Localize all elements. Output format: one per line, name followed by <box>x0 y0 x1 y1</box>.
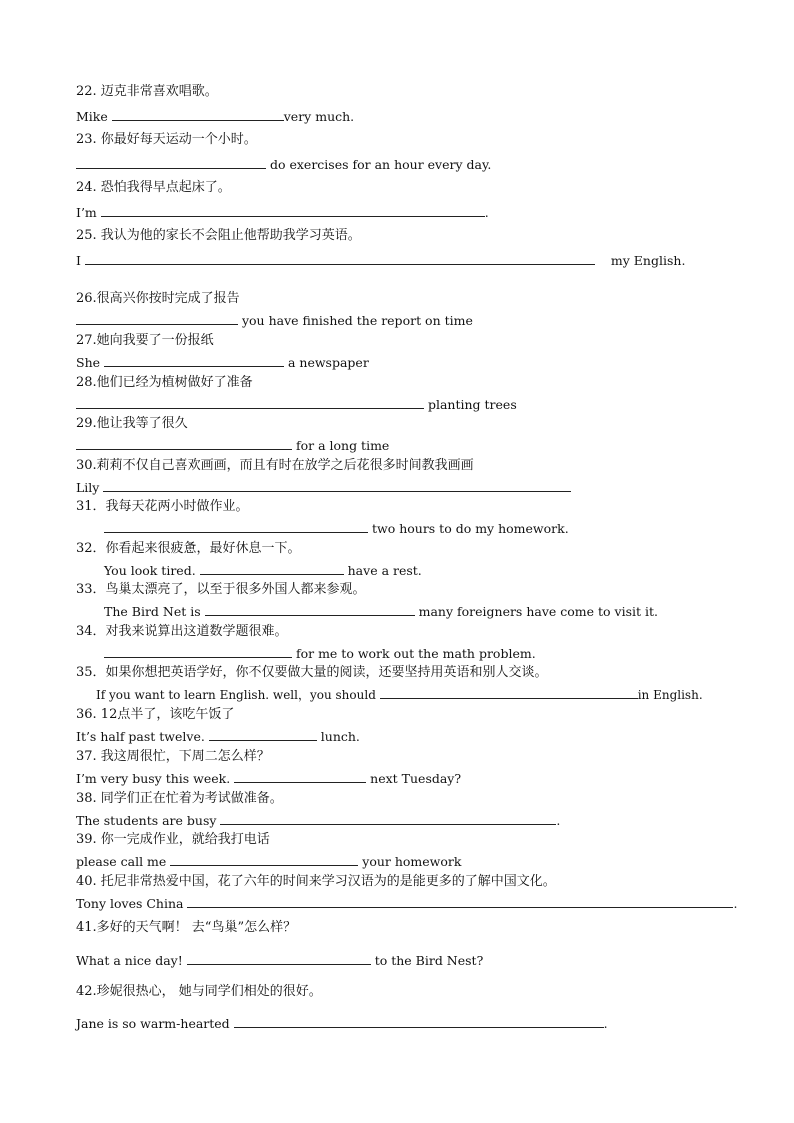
q38-suffix: . <box>556 813 561 828</box>
q24-chinese: 24. 恐怕我得早点起床了。 <box>76 180 231 195</box>
q40-blank[interactable] <box>187 895 733 908</box>
q28-suffix: planting trees <box>424 397 517 412</box>
q34-suffix: for me to work out the math problem. <box>292 646 536 661</box>
q39-suffix: your homework <box>358 854 462 869</box>
q22-suffix: very much. <box>283 109 355 124</box>
q36-prefix: It’s half past twelve. <box>76 729 209 744</box>
q41-chinese: 41.多好的天气啊！ 去“鸟巢”怎么样？ <box>76 920 297 935</box>
q31-sentence <box>104 520 569 537</box>
q27-sentence <box>76 354 369 371</box>
q28-sentence <box>76 396 517 413</box>
q35-suffix: in English. <box>637 688 703 702</box>
q42-blank[interactable] <box>234 1015 604 1028</box>
q40-sentence <box>76 895 737 912</box>
q42-sentence <box>76 1015 608 1032</box>
q33-suffix: many foreigners have come to visit it. <box>414 604 658 619</box>
q42-suffix: . <box>603 1016 608 1031</box>
q35-sentence <box>96 686 703 703</box>
q35-chinese: 35．如果你想把英语学好，你不仅要做大量的阅读，还要坚持用英语和别人交谈。 <box>76 665 548 680</box>
q40-chinese: 40. 托尼非常热爱中国，花了六年的时间来学习汉语为的是能更多的了解中国文化。 <box>76 874 556 889</box>
q41-prefix: What a nice day! <box>76 953 187 968</box>
q27-prefix: She <box>76 355 104 370</box>
q29-chinese: 29.他让我等了很久 <box>76 416 188 431</box>
q23-chinese: 23. 你最好每天运动一个小时。 <box>76 132 257 147</box>
q26-sentence <box>76 312 473 329</box>
q29-suffix: for a long time <box>292 438 390 453</box>
q32-sentence <box>104 562 422 579</box>
q38-chinese: 38. 同学们正在忙着为考试做准备。 <box>76 791 283 806</box>
q32-blank[interactable] <box>200 562 344 575</box>
q35-blank[interactable] <box>380 686 638 699</box>
q37-sentence <box>76 770 461 787</box>
q40-prefix: Tony loves China <box>76 896 188 911</box>
q25-blank[interactable] <box>85 252 595 265</box>
q33-prefix: The Bird Net is <box>104 604 205 619</box>
q37-suffix: next Tuesday? <box>366 771 462 786</box>
q25-sentence <box>76 252 685 269</box>
q34-blank[interactable] <box>104 645 292 658</box>
q31-suffix: two hours to do my homework. <box>368 521 569 536</box>
q31-chinese: 31．我每天花两小时做作业。 <box>76 499 249 514</box>
q32-suffix: have a rest. <box>343 563 422 578</box>
q30-chinese: 30.莉莉不仅自己喜欢画画，而且有时在放学之后花很多时间教我画画 <box>76 458 474 473</box>
q42-chinese: 42.珍妮很热心， 她与同学们相处的很好。 <box>76 984 322 999</box>
q42-prefix: Jane is so warm-hearted <box>76 1016 234 1031</box>
q23-blank[interactable] <box>76 156 266 169</box>
q36-blank[interactable] <box>209 728 317 741</box>
q27-blank[interactable] <box>104 354 284 367</box>
q26-chinese: 26.很高兴你按时完成了报告 <box>76 291 240 306</box>
q24-blank[interactable] <box>101 204 485 217</box>
q26-suffix: you have finished the report on time <box>238 313 473 328</box>
q23-sentence <box>76 156 491 173</box>
q37-chinese: 37. 我这周很忙，下周二怎么样？ <box>76 749 270 764</box>
q36-sentence <box>76 728 360 745</box>
q28-blank[interactable] <box>76 396 424 409</box>
q33-sentence <box>104 603 658 620</box>
q33-blank[interactable] <box>205 603 415 616</box>
q24-prefix: I’m <box>76 205 101 220</box>
q29-sentence <box>76 437 389 454</box>
q40-suffix: . <box>733 896 738 911</box>
q25-prefix: I <box>76 253 85 268</box>
q27-chinese: 27.她向我要了一份报纸 <box>76 333 214 348</box>
q39-prefix: please call me <box>76 854 171 869</box>
q41-blank[interactable] <box>187 952 371 965</box>
q25-suffix: my English. <box>610 253 686 268</box>
q38-sentence <box>76 812 560 829</box>
q24-suffix: . <box>484 205 489 220</box>
q25-chinese: 25. 我认为他的家长不会阻止他帮助我学习英语。 <box>76 228 361 243</box>
q37-prefix: I’m very busy this week. <box>76 771 235 786</box>
q22-prefix: Mike <box>76 109 112 124</box>
q38-blank[interactable] <box>220 812 556 825</box>
q29-blank[interactable] <box>76 437 292 450</box>
q35-prefix: If you want to learn English. well，you should <box>96 688 380 702</box>
q39-chinese: 39. 你一完成作业，就给我打电话 <box>76 832 270 847</box>
q32-prefix: You look tired. <box>104 563 200 578</box>
q39-blank[interactable] <box>170 853 358 866</box>
q41-suffix: to the Bird Nest? <box>370 953 484 968</box>
q22-chinese: 22. 迈克非常喜欢唱歌。 <box>76 84 218 99</box>
q41-sentence <box>76 952 483 969</box>
q28-chinese: 28.他们已经为植树做好了准备 <box>76 375 253 390</box>
q22-blank[interactable] <box>112 108 284 121</box>
q36-suffix: lunch. <box>316 729 360 744</box>
q36-chinese: 36. 12点半了，该吃午饭了 <box>76 707 235 722</box>
q32-chinese: 32．你看起来很疲惫，最好休息一下。 <box>76 541 301 556</box>
q30-prefix: Lily <box>76 480 104 495</box>
q37-blank[interactable] <box>234 770 366 783</box>
q24-sentence <box>76 204 489 221</box>
q30-blank[interactable] <box>103 479 571 492</box>
q39-sentence <box>76 853 461 870</box>
q34-sentence <box>104 645 536 662</box>
q23-suffix: do exercises for an hour every day. <box>266 157 492 172</box>
q22-sentence <box>76 108 354 125</box>
q31-blank[interactable] <box>104 520 368 533</box>
q34-chinese: 34．对我来说算出这道数学题很难。 <box>76 624 288 639</box>
q33-chinese: 33．鸟巢太漂亮了，以至于很多外国人都来参观。 <box>76 582 366 597</box>
q30-sentence <box>76 479 571 496</box>
q27-suffix: a newspaper <box>284 355 369 370</box>
q26-blank[interactable] <box>76 312 238 325</box>
q38-prefix: The students are busy <box>76 813 221 828</box>
